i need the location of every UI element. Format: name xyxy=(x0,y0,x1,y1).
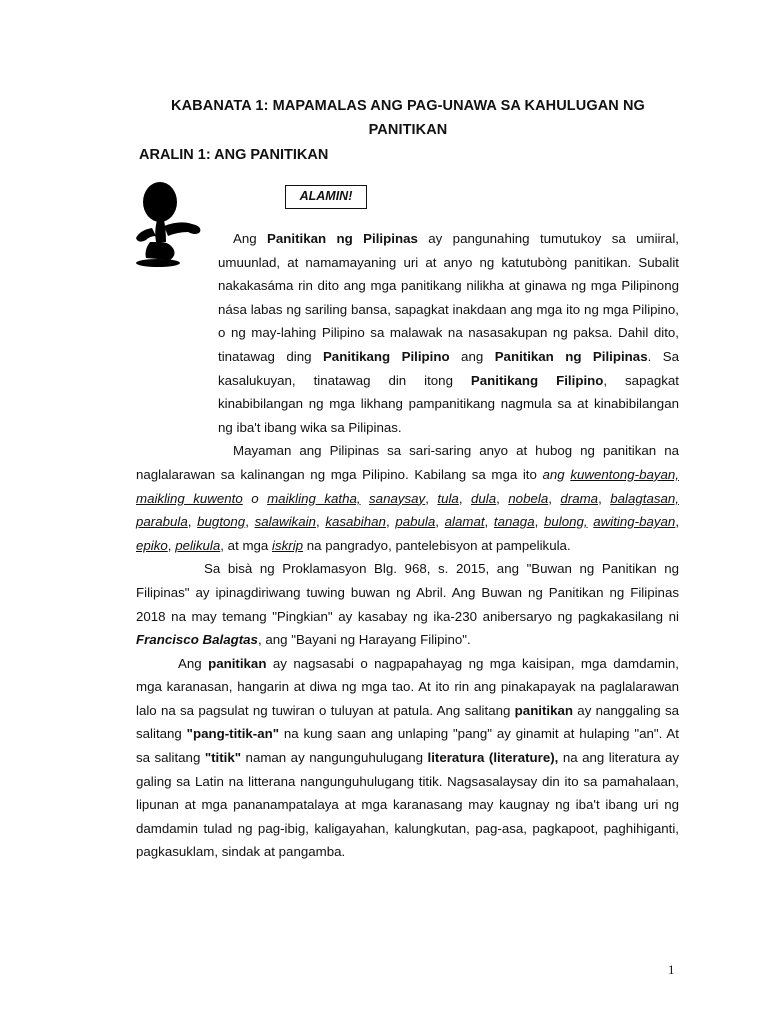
chapter-title xyxy=(136,94,680,142)
chapter-title-line-1: KABANATA 1: MAPAMALAS ANG PAG-UNAWA SA KAHULUGAN NG xyxy=(171,98,645,114)
lesson-title: ARALIN 1: ANG PANITIKAN xyxy=(139,147,329,163)
chapter-title-line-2: PANITIKAN xyxy=(368,122,448,138)
paragraph-1: Ang Panitikan ng Pilipinas ay pangunahing tumutukoy sa umiiral, umuunlad, at namamayaning uri at anyo ng katutubòng panitikan. Subalit nakakasáma rin dito ang mga panitikang nilikha at ginawa ng mga Pilipinong nása labas ng sariling bansa, sapagkat inakdaan ang mga ito ng mga Pilipino, o ng may-lahing Pilipino sa malawak na nasasakupan ng paksa. Dahil dito, tinatawag ding Panitikang Pilipino ang Panitikan ng Pilipinas. Sa kasalukuyan, tinatawag din itong Panitikang Filipino, sapagkat kinabibilangan ng mga likhang pampanitikang nagmula sa at kinabibilangan ng iba't ibang wika sa Pilipinas. xyxy=(218,231,680,435)
document-body xyxy=(136,227,679,864)
page-number: 1 xyxy=(668,962,675,977)
alamin-label: ALAMIN! xyxy=(285,185,367,209)
paragraph-2: Mayaman ang Pilipinas sa sari-saring anyo at hubog ng panitikan na naglalarawan sa kalinangan ng mga Pilipino. Kabilang sa mga ito ang kuwentong-bayan, maikling kuwento o maikling katha, sanaysay, tula, dula, nobela, drama, balagtasan, parabula, bugtong, salawikain, kasabihan, pabula, alamat, tanaga, bulong, awiting-bayan, epiko, pelikula, at mga iskrip na pangradyo, pantelebisyon at pampelikula. xyxy=(136,443,680,553)
paragraph-4: Ang panitikan ay nagsasabi o nagpapahayag ng mga kaisipan, mga damdamin, mga karanasan, hangarin at diwa ng mga tao. At ito rin ang pinakapayak na paglalarawan lalo na sa pagsulat ng tuwiran o tuluyan at patula. Ang salitang panitikan ay nanggaling sa salitang "pang-titik-an" na kung saan ang unlaping "pang" ay ginamit at hulaping "an". At sa salitang "titik" naman ay nangunguhulugang literatura (literature), na ang literatura ay galing sa Latin na litterana nangunguhulugang titik. Nagsasalaysay din ito sa pamahalaan, lipunan at mga pananampatalaya at mga karanasang may kaugnay ng iba't ibang uri ng damdamin tulad ng pag-ibig, kaligayahan, kalungkutan, pag-asa, pagkapoot, paghihiganti, pagkasuklam, sindak at pangamba. xyxy=(136,655,680,860)
paragraph-3: Sa bisà ng Proklamasyon Blg. 968, s. 2015, ang "Buwan ng Panitikan ng Filipinas" ay ipinagdiriwang tuwing buwan ng Abril. Ang Buwan ng Panitikan ng Filipinas 2018 na may temang "Pingkian" ay kasabay ng ika-230 anibersaryo ng pagkakasilang ni Francisco Balagtas, ang "Bayani ng Harayang Filipino". xyxy=(136,561,679,648)
